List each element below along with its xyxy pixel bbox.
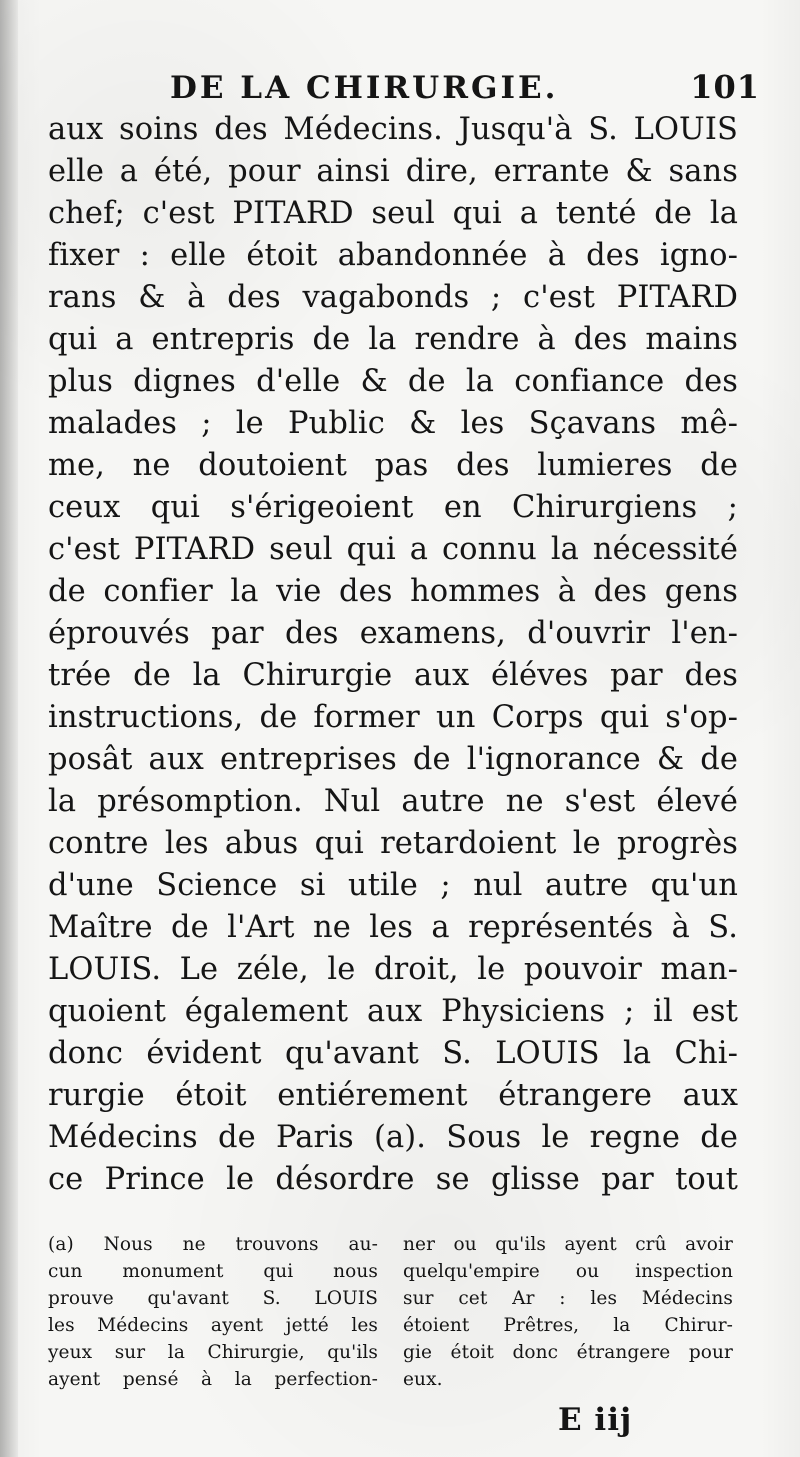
text-line: elle a été, pour ainsi dire, errante & sans bbox=[48, 154, 738, 189]
footnote-line: gie étoit donc étrangere pour bbox=[403, 1342, 733, 1363]
text-line: ce Prince le désordre se glisse par tout bbox=[48, 1162, 738, 1197]
text-line: instructions, de former un Corps qui s'op- bbox=[48, 700, 738, 735]
text-line: ceux qui s'érigeoient en Chirurgiens ; bbox=[48, 490, 738, 525]
footnote-line: ner ou qu'ils ayent crû avoir bbox=[403, 1234, 733, 1255]
text-line: la présomption. Nul autre ne s'est élevé bbox=[48, 784, 738, 819]
footnote-line: yeux sur la Chirurgie, qu'ils bbox=[48, 1342, 378, 1363]
footnote-line: prouve qu'avant S. LOUIS bbox=[48, 1288, 378, 1309]
text-line: Maître de l'Art ne les a représentés à S. bbox=[48, 910, 738, 945]
footnote-right-column bbox=[403, 1232, 733, 1402]
text-line: éprouvés par des examens, d'ouvrir l'en- bbox=[48, 616, 738, 651]
text-line: Médecins de Paris (a). Sous le regne de bbox=[48, 1120, 738, 1155]
footnote-line: cun monument qui nous bbox=[48, 1261, 378, 1282]
footnote-line: ayent pensé à la perfection- bbox=[48, 1369, 378, 1390]
text-line: contre les abus qui retardoient le progrès bbox=[48, 826, 738, 861]
text-line: rurgie étoit entiérement étrangere aux bbox=[48, 1078, 738, 1113]
text-line: rans & à des vagabonds ; c'est PITARD bbox=[48, 280, 738, 315]
text-line: LOUIS. Le zéle, le droit, le pouvoir man- bbox=[48, 952, 738, 987]
text-line: donc évident qu'avant S. LOUIS la Chi- bbox=[48, 1036, 738, 1071]
text-line: plus dignes d'elle & de la confiance des bbox=[48, 364, 738, 399]
footnote-line: (a) Nous ne trouvons au- bbox=[48, 1234, 378, 1255]
running-title: DE LA CHIRURGIE. bbox=[170, 70, 559, 106]
text-line: fixer : elle étoit abandonnée à des igno- bbox=[48, 238, 738, 273]
text-line: quoient également aux Physiciens ; il est bbox=[48, 994, 738, 1029]
main-text-block bbox=[48, 108, 738, 1198]
text-line: malades ; le Public & les Sçavans mê- bbox=[48, 406, 738, 441]
text-line: d'une Science si utile ; nul autre qu'un bbox=[48, 868, 738, 903]
footnote-line: sur cet Ar : les Médecins bbox=[403, 1288, 733, 1309]
footnote-line: les Médecins ayent jetté les bbox=[48, 1315, 378, 1336]
text-line: posât aux entreprises de l'ignorance & de bbox=[48, 742, 738, 777]
footnote-line: eux. bbox=[403, 1369, 443, 1390]
text-line: qui a entrepris de la rendre à des mains bbox=[48, 322, 738, 357]
text-line: trée de la Chirurgie aux éléves par des bbox=[48, 658, 738, 693]
footnote-line: quelqu'empire ou inspection bbox=[403, 1261, 733, 1282]
footnote-left-column bbox=[48, 1232, 378, 1402]
signature-mark: E iij bbox=[558, 1402, 633, 1438]
text-line: chef; c'est PITARD seul qui a tenté de la bbox=[48, 196, 738, 231]
page-number: 101 bbox=[690, 68, 760, 106]
page-left-edge-shadow bbox=[0, 0, 18, 1457]
footnote-line: étoient Prêtres, la Chirur- bbox=[403, 1315, 733, 1336]
text-line: c'est PITARD seul qui a connu la nécessité bbox=[48, 532, 738, 567]
footnotes bbox=[48, 1232, 741, 1402]
text-line: aux soins des Médecins. Jusqu'à S. LOUIS bbox=[48, 112, 738, 147]
text-line: me, ne doutoient pas des lumieres de bbox=[48, 448, 738, 483]
text-line: de confier la vie des hommes à des gens bbox=[48, 574, 738, 609]
